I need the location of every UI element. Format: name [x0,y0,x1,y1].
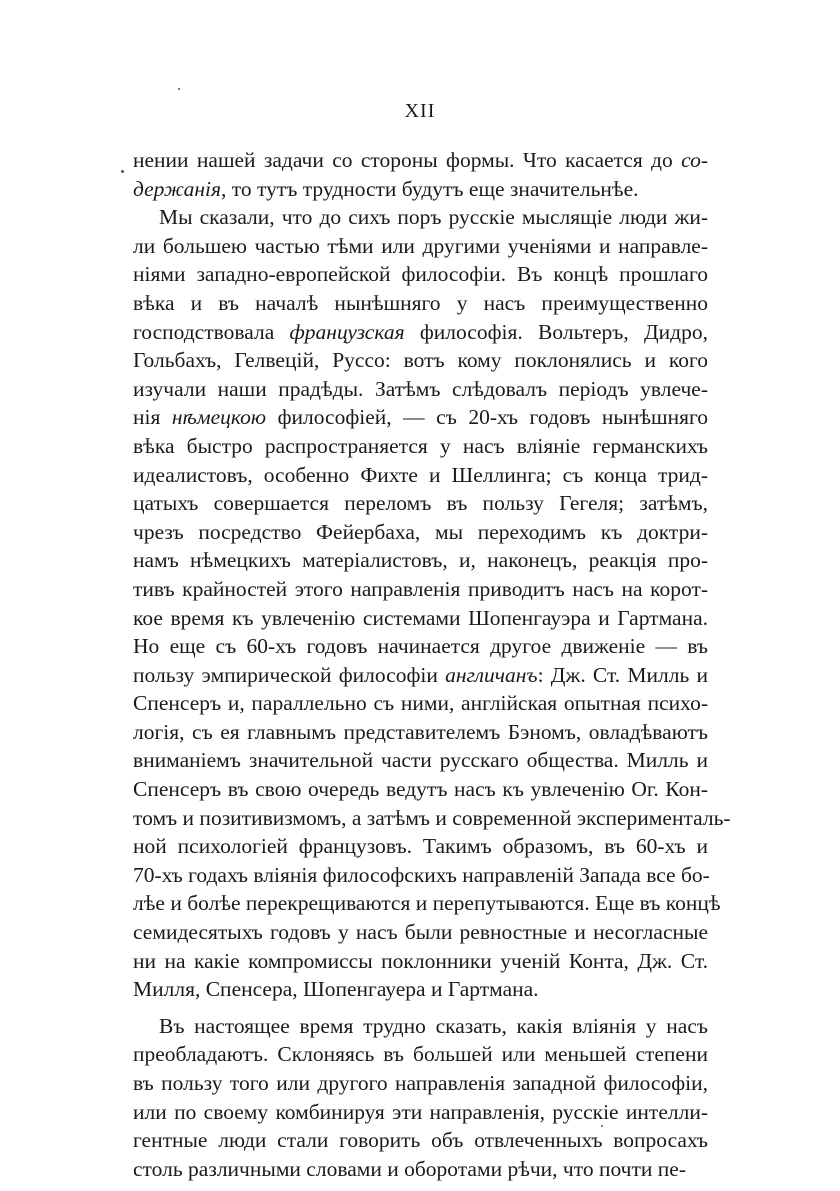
text-line: цатыхъ совершается переломъ въ пользу Гегеля; затѣмъ, [133,491,708,516]
text-line: изучали наши прадѣды. Затѣмъ слѣдовалъ періодъ увлече- [133,376,708,401]
text-line: вѣка быстро распространяется у насъ вліяніе германскихъ [133,433,708,458]
text-line: кое время къ увлеченію системами Шопенгауэра и Гартмана. [133,605,708,630]
text-line: или по своему комбинируя эти направленія, русскіе интелли- [133,1099,708,1124]
text-line: Въ настоящее время трудно сказать, какія вліянія у насъ [159,1013,708,1038]
text-line: ніями западно-европейской философіи. Въ концѣ прошлаго [133,262,708,287]
text-line: семидесятыхъ годовъ у насъ были ревностные и несогласные [133,920,708,945]
text-line: гентные люди стали говорить объ отвлеченныхъ вопросахъ [133,1128,708,1153]
text-line: ни на какіе компромиссы поклонники ученій Конта, Дж. Ст. [133,948,708,973]
text-line: Мы сказали, что до сихъ поръ русскіе мыслящіе люди жи- [159,205,708,230]
italic-term: со- [681,148,708,172]
paragraph-gap [133,1004,708,1012]
print-speck [178,88,180,90]
text-line: пользу эмпирической философіи англичанъ: Дж. Ст. Милль и [133,662,708,687]
text-line: ли большею частью тѣми или другими ученіями и направле- [133,233,708,258]
text-line: Спенсеръ въ свою очередь ведутъ насъ къ увлеченію Ог. Кон- [133,777,708,802]
italic-term: нѣмецкою [171,405,267,430]
text-line: лѣе и болѣе перекрещиваются и перепутываются. Еще въ концѣ [133,891,721,916]
italic-term: держанія [133,176,221,201]
text-line: господствовала французская философія. Вольтеръ, Дидро, [133,319,708,344]
text-line: 70-хъ годахъ вліянія философскихъ направленій Запада все бо- [133,862,710,887]
text-line: нении нашей задачи со стороны формы. Что касается до со- [133,148,708,172]
text-line: чрезъ посредство Фейербаха, мы переходимъ къ доктри- [133,519,708,544]
text-line: вѣка и въ началѣ нынѣшняго у насъ преимущественно [133,290,708,315]
text-line: нія нѣмецкою философіей, — съ 20-хъ годовъ нынѣшняго [133,405,709,430]
text-line: Гольбахъ, Гелвецій, Руссо: вотъ кому поклонялись и кого [133,348,708,373]
italic-term: англичанъ [445,662,538,687]
text-line: Но еще съ 60-хъ годовъ начинается другое движеніе — въ [133,634,708,659]
page-number: XII [404,100,436,122]
text-line: томъ и позитивизмомъ, а затѣмъ и современной эксперименталь- [133,805,731,830]
body-text [133,146,731,1183]
text-line: Милля, Спенсера, Шопенгауера и Гартмана. [133,977,539,1002]
text-line: логія, съ ея главнымъ представителемъ Бэномъ, овладѣваютъ [133,719,708,744]
print-speck [121,170,124,173]
text-line: ной психологіей французовъ. Такимъ образомъ, въ 60-хъ и [133,834,708,859]
text-line: въ пользу того или другого направленія западной философіи, [133,1071,708,1095]
text-line: тивъ крайностей этого направленія приводитъ насъ на корот- [133,576,708,601]
text-line: держанія, то тутъ трудности будутъ еще значительнѣе. [133,176,639,201]
text-line: идеалистовъ, особенно Фихте и Шеллинга; съ конца трид- [133,462,708,487]
text-line: Спенсеръ и, параллельно съ ними, англійская опытная психо- [133,691,708,716]
text-line: преобладаютъ. Склоняясь въ большей или меньшей степени [133,1042,708,1067]
text-line: намъ нѣмецкихъ матеріалистовъ, и, наконецъ, реакція про- [133,548,708,573]
italic-term: французская [289,319,405,344]
text-line: столь различными словами и оборотами рѣчи, что почти пе- [133,1156,686,1181]
text-line: вниманіемъ значительной части русскаго общества. Милль и [133,748,708,773]
